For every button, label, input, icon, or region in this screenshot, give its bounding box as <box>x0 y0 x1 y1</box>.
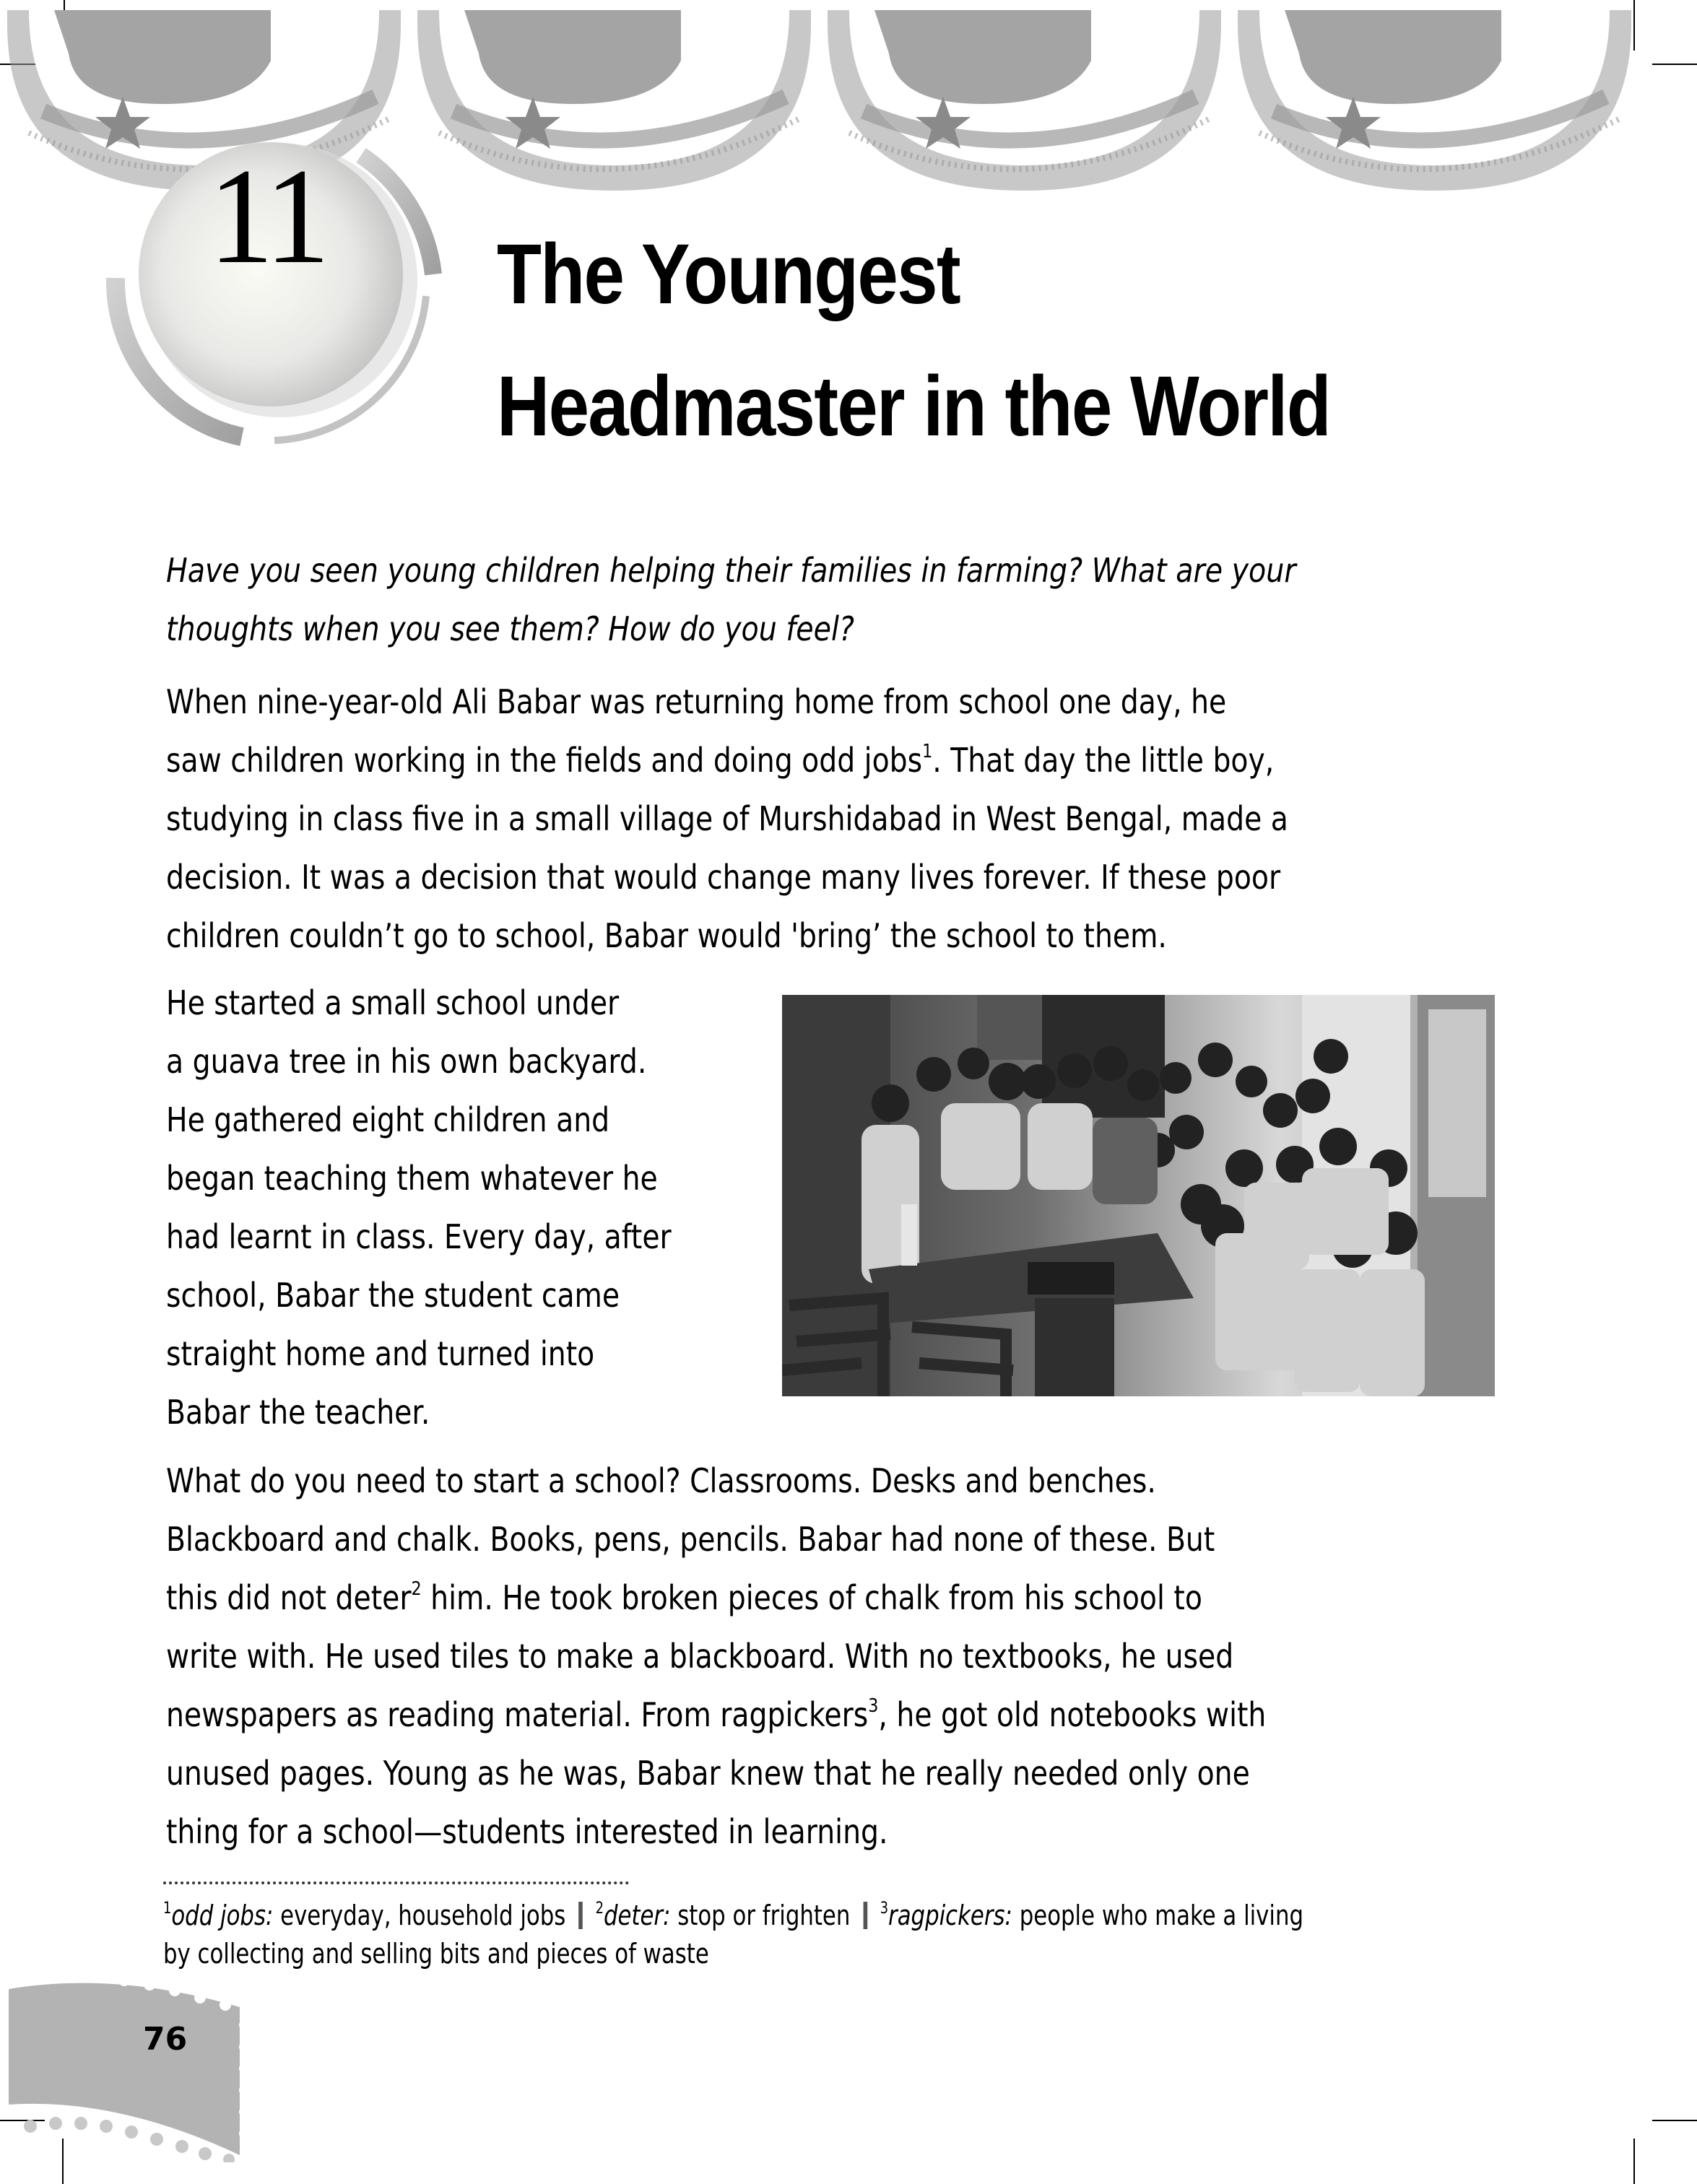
text: . That day the little boy, <box>932 741 1275 780</box>
paragraph-2-line: He started a small school under <box>166 983 620 1022</box>
paragraph-1-line: studying in class five in a small village of Murshidabad in West Bengal, made a <box>166 799 1288 838</box>
text: him. He took broken pieces of chalk from his school to <box>421 1578 1202 1617</box>
paragraph-2-line: school, Babar the student came <box>166 1276 620 1315</box>
paragraph-2-line: straight home and turned into <box>166 1334 595 1373</box>
paragraph-1-line <box>166 740 1274 780</box>
paragraph-3-line: write with. He used tiles to make a blackboard. With no textbooks, he used <box>166 1637 1234 1676</box>
paragraph-3-line <box>166 1694 1266 1735</box>
paragraph-3-line: What do you need to start a school? Classrooms. Desks and benches. <box>166 1461 1156 1500</box>
paragraph-2-line: He gathered eight children and <box>166 1100 610 1139</box>
paragraph-3-line: unused pages. Young as he was, Babar knew that he really needed only one <box>166 1754 1250 1793</box>
footnote-definition: everyday, household jobs <box>273 1900 566 1931</box>
intro-line: Have you seen young children helping their families in farming? What are your <box>166 551 1296 590</box>
footnote-number: 2 <box>595 1900 604 1918</box>
text: newspapers as reading material. From ragpickers <box>166 1695 869 1734</box>
paragraph-3-line <box>166 1578 1202 1618</box>
paragraph-2-line: Babar the teacher. <box>166 1393 430 1432</box>
paragraph-2-line: a guava tree in his own backyard. <box>166 1042 647 1081</box>
footnote-separator <box>578 1902 583 1929</box>
footnote-ref-2[interactable]: 2 <box>411 1578 422 1600</box>
page-number: 76 <box>143 2021 188 2058</box>
crop-mark <box>1633 2139 1635 2184</box>
paragraph-1-line: decision. It was a decision that would change many lives forever. If these poor <box>166 858 1281 897</box>
footnote-ref-1[interactable]: 1 <box>922 741 933 762</box>
classroom-photo-icon <box>782 995 1495 1396</box>
chapter-title-line-1: The Youngest <box>497 227 960 322</box>
paragraph-2-line: had learnt in class. Every day, after <box>166 1217 672 1256</box>
footnote-continuation: by collecting and selling bits and pieces of waste <box>163 1938 709 1970</box>
footnote-1 <box>163 1900 565 1931</box>
page-number-banner <box>9 1975 247 2162</box>
paragraph-3-line: Blackboard and chalk. Books, pens, pencils. Babar had none of these. But <box>166 1520 1215 1559</box>
chapter-title-line-2: Headmaster in the World <box>497 359 1331 454</box>
classroom-photo <box>782 995 1495 1396</box>
paragraph-3-line: thing for a school—students interested in learning. <box>166 1812 888 1851</box>
text: this did not deter <box>166 1578 412 1617</box>
footnote-term: odd jobs: <box>171 1900 274 1931</box>
footnote-separator <box>863 1902 867 1929</box>
footnotes-line <box>163 1899 1303 1932</box>
footnote-ref-3[interactable]: 3 <box>868 1695 879 1717</box>
footnote-definition: people who make a living <box>1012 1900 1303 1931</box>
footnote-term: ragpickers: <box>888 1900 1012 1931</box>
paragraph-2-line: began teaching them whatever he <box>166 1159 658 1198</box>
footnote-term: deter: <box>603 1900 671 1931</box>
footnote-3 <box>880 1900 1303 1931</box>
crop-mark <box>1652 64 1697 65</box>
footnote-divider <box>163 1881 629 1884</box>
chapter-number: 11 <box>208 141 326 292</box>
footnote-number: 1 <box>163 1900 172 1918</box>
text: , he got old notebooks with <box>878 1695 1267 1734</box>
intro-line: thoughts when you see them? How do you feel? <box>166 609 854 648</box>
footnote-2 <box>596 1900 851 1931</box>
text: saw children working in the fields and doing odd jobs <box>166 741 923 780</box>
footnote-definition: stop or frighten <box>670 1900 851 1931</box>
paragraph-1-line: When nine-year-old Ali Babar was returning home from school one day, he <box>166 682 1227 721</box>
footnote-number: 3 <box>880 1900 889 1918</box>
crop-mark <box>1652 2120 1697 2121</box>
paragraph-1-line: children couldn’t go to school, Babar would 'bring’ the school to them. <box>166 916 1167 955</box>
